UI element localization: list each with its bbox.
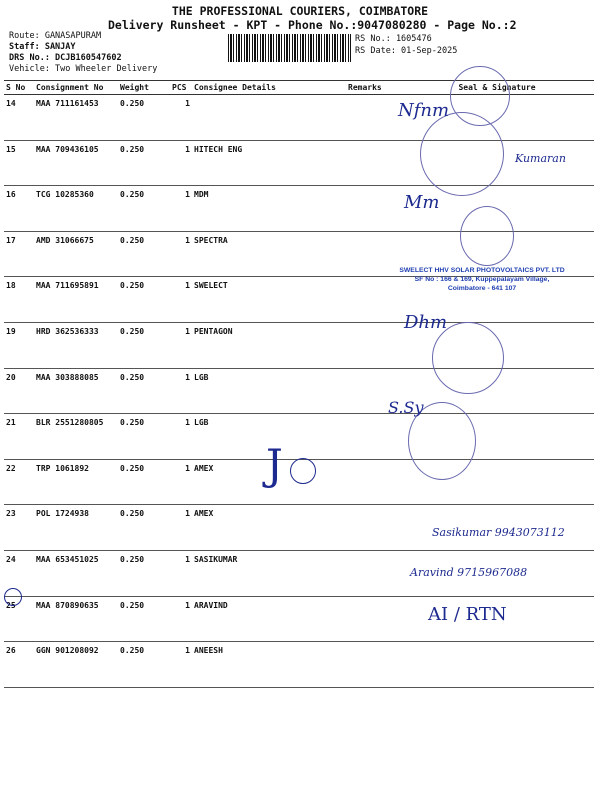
row-consignee: ARAVIND: [192, 596, 346, 642]
row-consignment-no: BLR 2551280805: [34, 414, 118, 460]
table-row: [4, 140, 594, 186]
row-pcs: 1: [170, 322, 192, 368]
row-weight: 0.250: [118, 414, 170, 460]
row-sno: 24: [4, 550, 34, 596]
staff-label: Staff: SANJAY: [9, 42, 76, 52]
row-consignment-no: MAA 870890635: [34, 596, 118, 642]
row-consignee: [192, 95, 346, 141]
row-consignment-no: POL 1724938: [34, 505, 118, 551]
row-consignment-no: HRD 362536333: [34, 322, 118, 368]
runsheet-table: [4, 80, 594, 688]
row-consignment-no: GGN 901208092: [34, 642, 118, 688]
row-sno: 18: [4, 277, 34, 323]
row-sno: 14: [4, 95, 34, 141]
row-consignment-no: TRP 1061892: [34, 459, 118, 505]
signature-row21: S.Sy: [388, 398, 424, 417]
row-consignee: SWELECT: [192, 277, 346, 323]
row-weight: 0.250: [118, 459, 170, 505]
row-remarks: [346, 186, 400, 232]
row-sno: 21: [4, 414, 34, 460]
row-consignee: SASIKUMAR: [192, 550, 346, 596]
row-pcs: 1: [170, 140, 192, 186]
row-consignment-no: MAA 653451025: [34, 550, 118, 596]
row-weight: 0.250: [118, 550, 170, 596]
signature-row24: Sasikumar 9943073112: [432, 526, 565, 539]
row-consignment-no: AMD 31066675: [34, 231, 118, 277]
row-sno: 23: [4, 505, 34, 551]
signature-row19: Dhm: [404, 312, 448, 333]
row-sno: 22: [4, 459, 34, 505]
row-remarks: [346, 322, 400, 368]
swelect-address-stamp: [392, 266, 572, 293]
row-consignee: ANEESH: [192, 642, 346, 688]
row-remarks: [346, 140, 400, 186]
row-consignee: LGB: [192, 368, 346, 414]
row-consignment-no: MAA 303888085: [34, 368, 118, 414]
row-pcs: 1: [170, 368, 192, 414]
row-sno: 20: [4, 368, 34, 414]
row-sno: 15: [4, 140, 34, 186]
col-weight: Weight: [118, 81, 170, 95]
company-seal-stamp: [460, 206, 514, 266]
signature-row15: Kumaran: [515, 152, 566, 165]
row-sno: 17: [4, 231, 34, 277]
row-weight: 0.250: [118, 642, 170, 688]
row-weight: 0.250: [118, 322, 170, 368]
security-seal-stamp: [420, 112, 504, 196]
col-sno: S No: [4, 81, 34, 95]
row-sno: 26: [4, 642, 34, 688]
row-remarks: [346, 596, 400, 642]
row-remarks: [346, 642, 400, 688]
rs-number: RS No.: 1605476: [355, 34, 432, 44]
row-consignee: HITECH ENG: [192, 140, 346, 186]
rtn-note: AI / RTN: [428, 604, 507, 625]
drs-label: DRS No.: DCJB160547602: [9, 53, 122, 63]
row-weight: 0.250: [118, 95, 170, 141]
swelect-line3: Coimbatore - 641 107: [447, 285, 517, 292]
row-consignment-no: MAA 711161453: [34, 95, 118, 141]
table-row: [4, 322, 594, 368]
row-consignment-no: TCG 10285360: [34, 186, 118, 232]
amex-circle-mark: [290, 458, 316, 484]
row-pcs: 1: [170, 414, 192, 460]
row-consignee: SPECTRA: [192, 231, 346, 277]
col-remarks: Remarks: [346, 81, 400, 95]
row-remarks: [346, 95, 400, 141]
row-sno: 16: [4, 186, 34, 232]
row-pcs: 1: [170, 505, 192, 551]
row-pcs: 1: [170, 277, 192, 323]
row-pcs: 1: [170, 231, 192, 277]
row-weight: 0.250: [118, 140, 170, 186]
row-remarks: [346, 414, 400, 460]
col-consignee: Consignee Details: [192, 81, 346, 95]
company-title: THE PROFESSIONAL COURIERS, COIMBATORE: [171, 4, 429, 18]
signature-row16: Mm: [404, 192, 440, 213]
row-weight: 0.250: [118, 277, 170, 323]
barcode-image: [228, 34, 351, 62]
row-pcs: 1: [170, 459, 192, 505]
col-consignment: Consignment No: [34, 81, 118, 95]
table-row: [4, 414, 594, 460]
row-remarks: [346, 505, 400, 551]
row-weight: 0.250: [118, 505, 170, 551]
swelect-line1: SWELECT HHV SOLAR PHOTOVOLTAICS PVT. LTD: [399, 267, 565, 274]
col-signature: Seal & Signature: [400, 81, 594, 95]
table-row: [4, 642, 594, 688]
swelect-line2: SF No : 166 & 169, Kuppepalayam Village,: [414, 276, 550, 283]
row-consignee: AMEX: [192, 505, 346, 551]
row-pcs: 1: [170, 596, 192, 642]
row-weight: 0.250: [118, 368, 170, 414]
row-consignee: PENTAGON: [192, 322, 346, 368]
col-pcs: PCS: [170, 81, 192, 95]
row-remarks: [346, 550, 400, 596]
row-pcs: 1: [170, 550, 192, 596]
table-row: [4, 368, 594, 414]
row-consignee: MDM: [192, 186, 346, 232]
row-consignee: LGB: [192, 414, 346, 460]
row-signature: [400, 642, 594, 688]
row-pcs: 1: [170, 642, 192, 688]
rs-info: [355, 33, 457, 57]
runsheet-title: Delivery Runsheet - KPT - Phone No.:9047080280 - Page No.:2: [108, 18, 517, 32]
signature-row22: J: [266, 440, 283, 489]
row26-circle-mark: [4, 588, 22, 606]
row-consignee: AMEX: [192, 459, 346, 505]
row-sno: 19: [4, 322, 34, 368]
row-consignment-no: MAA 711695891: [34, 277, 118, 323]
row-remarks: [346, 459, 400, 505]
row-weight: 0.250: [118, 186, 170, 232]
row-pcs: 1: [170, 95, 192, 141]
row-weight: 0.250: [118, 596, 170, 642]
row-pcs: 1: [170, 186, 192, 232]
row-consignment-no: MAA 709436105: [34, 140, 118, 186]
vehicle-label: Vehicle: Two Wheeler Delivery: [9, 64, 158, 74]
runsheet-meta: [9, 31, 157, 75]
route-label: Route: GANASAPURAM: [9, 31, 102, 41]
signature-row14: Nfnm: [398, 100, 450, 121]
signature-row25: Aravind 9715967088: [410, 566, 528, 579]
row-weight: 0.250: [118, 231, 170, 277]
row-sno: 25: [4, 596, 34, 642]
rs-date: RS Date: 01-Sep-2025: [355, 46, 458, 56]
